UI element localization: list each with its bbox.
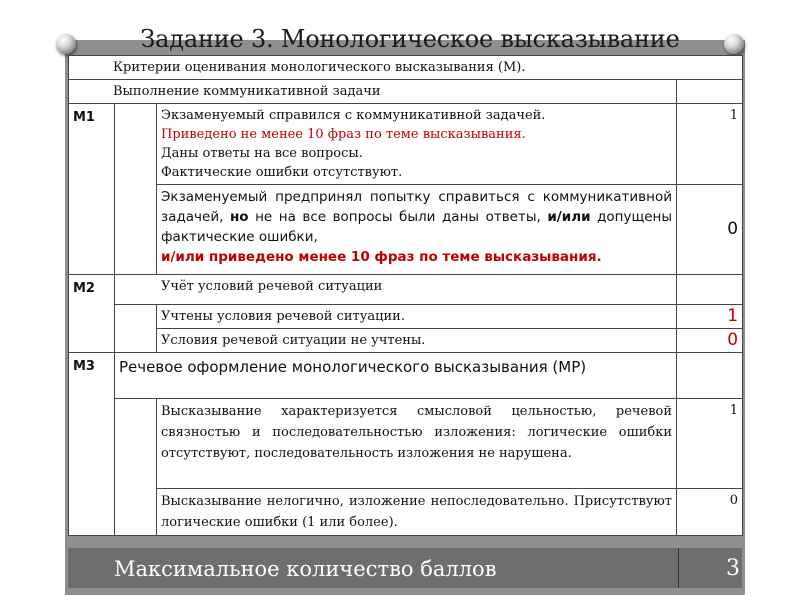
m2-row1-text: Учтены условия речевой ситуации. <box>157 305 677 329</box>
criterion-code-m1: М1 <box>69 104 115 275</box>
m2-row2-score: 0 <box>677 329 743 353</box>
criteria-table <box>68 55 743 536</box>
empty-cell <box>115 305 157 353</box>
m2-heading: Учёт условий речевой ситуации <box>115 275 677 305</box>
table-row <box>69 275 743 305</box>
m1-row2-andor: и/или <box>547 209 591 225</box>
criterion-code-m2: М2 <box>69 275 115 353</box>
header-criteria: Критерии оценивания монологического высказывания (М). <box>69 56 743 80</box>
empty-cell <box>115 399 157 536</box>
m1-row1-text <box>157 104 677 185</box>
m1-row2-part: не на все вопросы были даны ответы, <box>255 209 541 225</box>
m1-line: Даны ответы на все вопросы. <box>161 146 363 161</box>
table-header-row <box>69 56 743 80</box>
table-header-row <box>69 80 743 104</box>
footer-score: 3 <box>726 556 740 581</box>
m1-row2-part: допущены фактические ошибки, <box>161 209 672 245</box>
footer-divider <box>678 548 679 588</box>
empty-cell <box>677 80 743 104</box>
header-task: Выполнение коммуникативной задачи <box>69 80 677 104</box>
m1-row2-score: 0 <box>677 185 743 275</box>
table-row <box>69 329 743 353</box>
table-row <box>69 399 743 489</box>
m1-line: Экзаменуемый справился с коммуникативной задачей. <box>161 108 546 123</box>
empty-cell <box>115 104 157 275</box>
empty-cell <box>677 353 743 399</box>
table-row <box>69 104 743 185</box>
table-row <box>69 185 743 275</box>
table-row <box>69 489 743 536</box>
m1-row2-but: но <box>229 209 249 225</box>
m3-row1-text: Высказывание характеризуется смысловой цельностью, речевой связностью и последовательностью изложения: логические ошибки отсутствуют, последовательность изложения не нарушена. <box>157 399 677 489</box>
m1-row1-score: 1 <box>677 104 743 185</box>
table-row <box>69 305 743 329</box>
pushpin-icon <box>56 34 76 54</box>
m1-row2-text <box>157 185 677 275</box>
empty-cell <box>677 275 743 305</box>
footer-label: Максимальное количество баллов <box>114 557 497 581</box>
slide-title: Задание 3. Монологическое высказывание <box>140 25 680 53</box>
m1-row2-part: Экзаменуемый предпринял попытку справиться с коммуникативной задачей, <box>161 189 672 225</box>
table-row <box>69 353 743 399</box>
m2-row2-text: Условия речевой ситуации не учтены. <box>157 329 677 353</box>
m3-heading: Речевое оформление монологического высказывания (МР) <box>115 353 677 399</box>
m3-row2-score: 0 <box>677 489 743 536</box>
criterion-code-m3: М3 <box>69 353 115 536</box>
m1-line-highlight: Приведено не менее 10 фраз по теме высказывания. <box>161 127 526 142</box>
m2-row1-score: 1 <box>677 305 743 329</box>
m3-row1-score: 1 <box>677 399 743 489</box>
m1-line: Фактические ошибки отсутствуют. <box>161 165 403 180</box>
pushpin-icon <box>724 34 744 54</box>
m3-row2-text: Высказывание нелогично, изложение непоследовательно. Присутствуют логические ошибки (1 или более). <box>157 489 677 536</box>
m1-row2-red: и/или приведено менее 10 фраз по теме высказывания. <box>161 249 602 265</box>
